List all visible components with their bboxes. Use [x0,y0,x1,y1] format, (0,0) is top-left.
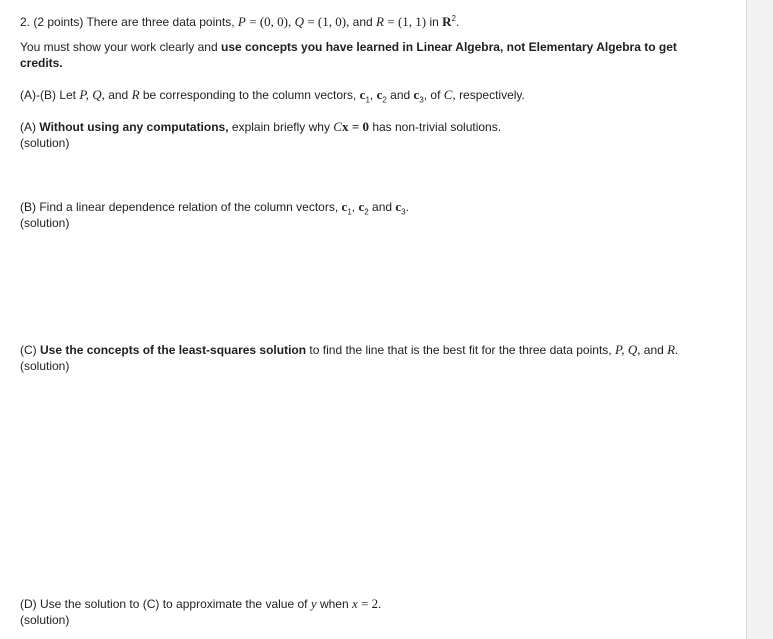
part-b-c2: c [358,199,365,214]
part-b-and: and [372,200,393,214]
ab-and2: and [390,88,411,102]
part-c-and: and [643,343,664,357]
part-c-label: (C) [20,343,37,357]
part-c-p: P, [614,342,625,357]
part-a-suffix: has non-trivial solutions. [372,120,502,134]
ab-p: P, [79,87,89,102]
part-a-eq: = 0 [351,119,369,134]
scrollbar-gutter[interactable] [746,0,773,639]
point-r-value: (1, 1) [397,14,427,29]
heading-end: . [455,15,460,29]
part-a-vec-x: x [341,119,349,134]
part-d-eq: = 2. [361,596,382,611]
part-c-question [20,342,678,358]
point-p: P [237,14,246,29]
ab-intro-prefix: (A)-(B) Let [20,88,77,102]
sub-1: 1 [365,95,370,105]
sub-3: 3 [419,95,424,105]
part-b-c1: c [341,199,348,214]
matrix-c: C, [443,87,456,102]
ab-intro: (A)-(B) Let P, Q, and R be corresponding to the column vectors, $c_1$, $c_2$ and $c_3$, of C, respectively. [20,87,525,105]
part-d-solution: (solution) [20,613,70,627]
r2-exponent: 2 [451,14,456,23]
ab-r: R [131,87,140,102]
point-q: Q [294,14,304,29]
point-q-value: (1, 0), [317,14,350,29]
r2-symbol: R [442,14,452,29]
ab-and: and [108,88,129,102]
part-b-sub-2: 2 [364,207,369,217]
vec-c3: c [413,87,420,102]
part-d-when: when [319,597,349,611]
part-b-end: . [405,200,409,214]
instructions-plain: You must show your work clearly and [20,40,218,54]
part-a-solution: (solution) [20,136,70,150]
sub-2: 2 [382,95,387,105]
instructions-bold: use concepts you have learned in Linear Algebra, not Elementary Algebra to get credits. [20,40,677,70]
heading-text: 2. (2 points) There are three data points, [20,15,235,29]
vec-c2: c [376,87,383,102]
part-b-sub-3: 3 [401,207,406,217]
part-c-bold: Use the concepts of the least-squares solution [40,343,307,357]
part-a-label: (A) [20,120,36,134]
part-c-q: Q, [627,342,641,357]
part-a-matrix-c: C [333,119,342,134]
part-d-y: y [310,596,317,611]
part-d-x: x [351,596,358,611]
vec-c1: c [359,87,366,102]
part-c-solution: (solution) [20,359,70,373]
part-a-mid: explain briefly why [231,120,330,134]
part-b-prefix: (B) Find a linear dependence relation of the column vectors, [20,200,339,214]
ab-of: , of [423,88,441,102]
problem-heading: 2. (2 points) There are three data points, P = (0, 0), Q = (1, 0), and R = (1, 1) in $R^2$. [20,14,460,29]
part-d-question [20,596,381,612]
heading-in: in [429,15,439,29]
heading-and: and [352,15,373,29]
point-p-value: (0, 0), [259,14,292,29]
part-b-c3: c [395,199,402,214]
part-b-question: (B) Find a linear dependence relation of the column vectors, $c_1$, $c_2$ and $c_3$. [20,199,409,217]
part-c-suffix: to find the line that is the best fit for the three data points, [309,343,612,357]
point-r: R [376,14,384,29]
ab-q: Q, [92,87,105,102]
part-d-prefix: (D) Use the solution to (C) to approximate the value of [20,597,308,611]
part-b-sub-1: 1 [347,207,352,217]
ab-suffix: respectively. [459,88,525,102]
instructions [20,39,680,71]
part-b-solution: (solution) [20,216,70,230]
part-c-r: R. [667,342,679,357]
part-a-question [20,119,501,135]
part-a-bold: Without using any computations, [39,120,229,134]
ab-mid: be corresponding to the column vectors, [142,88,357,102]
